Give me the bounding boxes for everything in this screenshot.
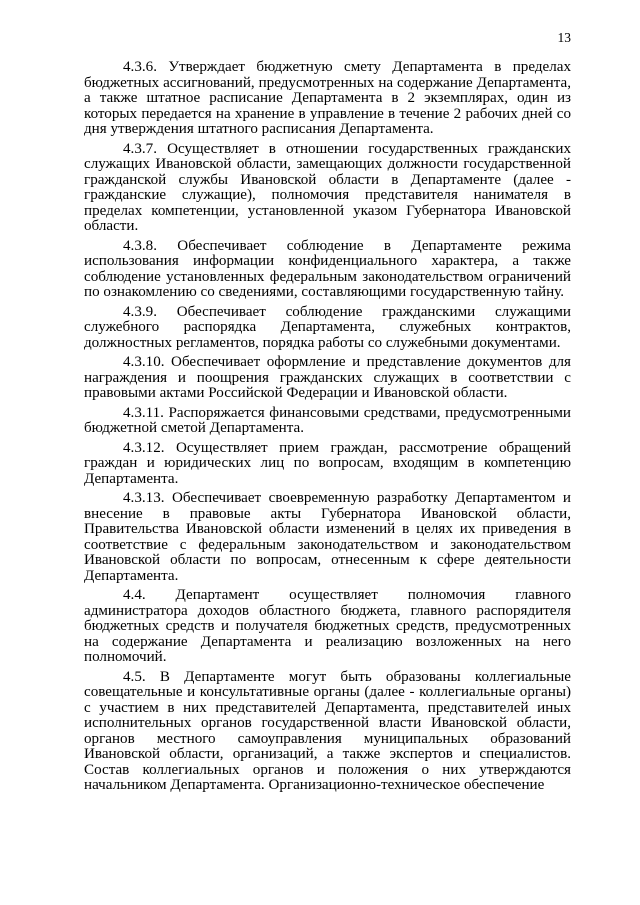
paragraph-4-5: 4.5. В Департаменте могут быть образованы коллегиальные совещательные и консультативные органы (далее - коллегиальные органы) с участием в них представителей Департамента, представителей иных исполнительных органов государственной власти Ивановской области, органов местного самоуправления муниципальных образований Ивановской области, организаций, а также экспертов и специалистов. Состав коллегиальных органов и положения о них утверждаются начальником Департамента. Организационно-техническое обеспечение [84,668,571,793]
paragraph-4-3-7: 4.3.7. Осуществляет в отношении государственных гражданских служащих Ивановской области, замещающих должности государственной гражданской службы Ивановской области в Департаменте (далее - гражданские служащие), полномочия представителя нанимателя в пределах компетенции, установленной указом Губернатора Ивановской области. [84,140,571,234]
paragraph-4-3-12: 4.3.12. Осуществляет прием граждан, рассмотрение обращений граждан и юридических лиц по вопросам, входящим в компетенцию Департамента. [84,439,571,487]
document-body [84,60,571,798]
paragraph-4-3-10: 4.3.10. Обеспечивает оформление и представление документов для награждения и поощрения гражданских служащих в соответствии с правовыми актами Российской Федерации и Ивановской области. [84,354,571,401]
paragraph-4-3-9: 4.3.9. Обеспечивает соблюдение гражданскими служащими служебного распорядка Департамента, служебных контрактов, должностных регламентов, порядка работы со служебными документами. [84,303,571,351]
paragraph-4-4: 4.4. Департамент осуществляет полномочия главного администратора доходов областного бюджета, главного распорядителя бюджетных средств и получателя бюджетных средств, предусмотренных на содержание Департамента и реализацию возложенных на него полномочий. [84,587,571,665]
paragraph-4-3-11: 4.3.11. Распоряжается финансовыми средствами, предусмотренными бюджетной сметой Департамента. [84,404,571,436]
paragraph-4-3-8: 4.3.8. Обеспечивает соблюдение в Департаменте режима использования информации конфиденциального характера, а также соблюдение установленных федеральным законодательством ограничений по ознакомлению со сведениями, составляющими государственную тайну. [84,237,571,300]
paragraph-4-3-13: 4.3.13. Обеспечивает своевременную разработку Департаментом и внесение в правовые акты Губернатора Ивановской области, Правительства Ивановской области изменений в целях их приведения в соответствие с федеральным законодательством и законодательством Ивановской области по вопросам, отнесенным к сфере деятельности Департамента. [84,490,571,584]
page-number: 13 [557,30,571,45]
paragraph-4-3-6: 4.3.6. Утверждает бюджетную смету Департамента в пределах бюджетных ассигнований, предусмотренных на содержание Департамента, а также штатное расписание Департамента в 2 экземплярах, один из которых передается на хранение в управление в течение 2 рабочих дней со дня утверждения штатного расписания Департамента. [84,59,571,137]
